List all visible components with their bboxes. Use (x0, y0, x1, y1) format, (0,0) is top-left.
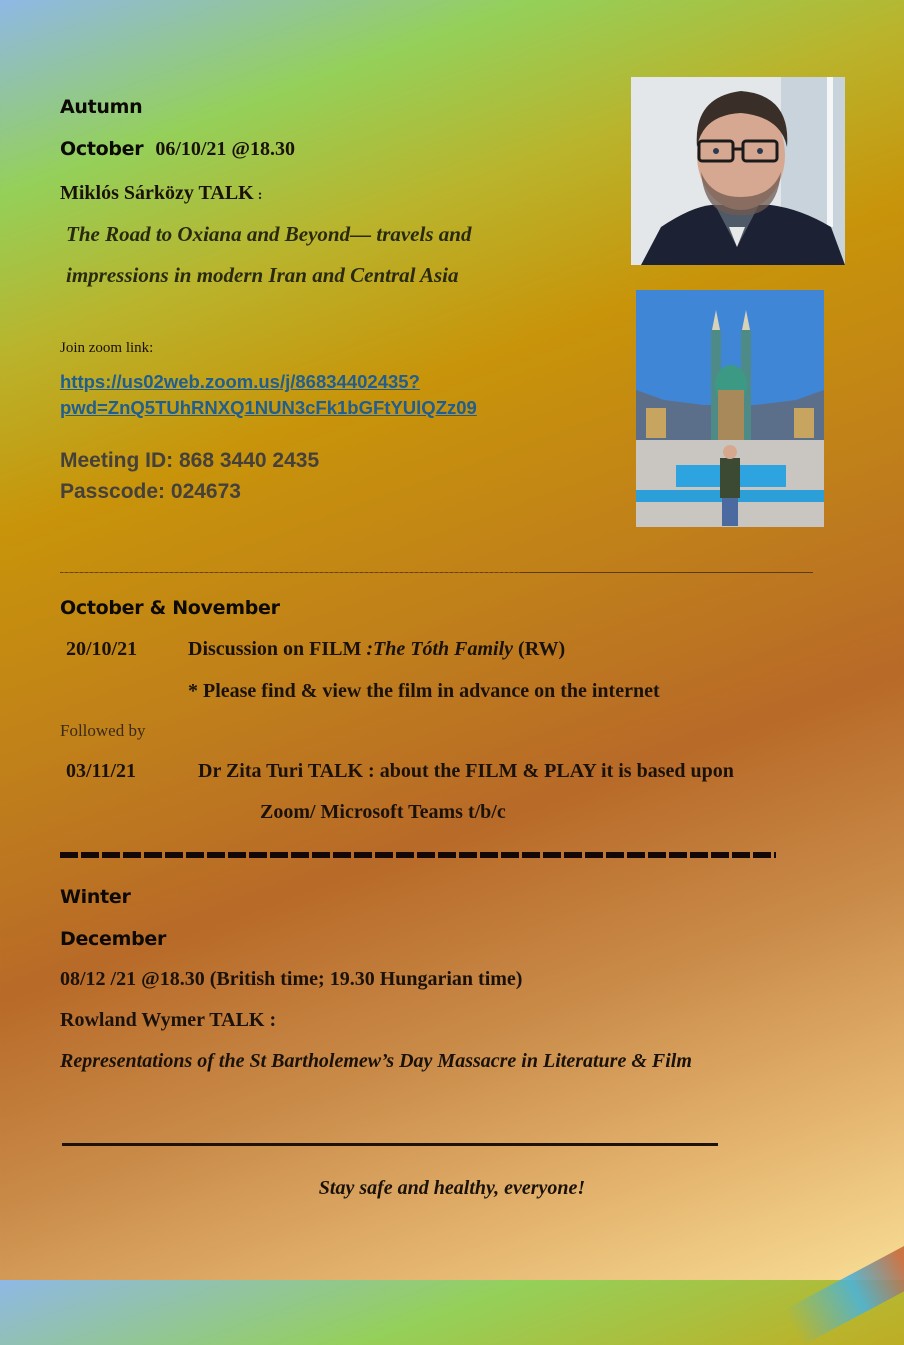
passcode: Passcode: 024673 (60, 480, 241, 503)
event2-description: Dr Zita Turi TALK : about the FILM & PLAY it is based upon (198, 760, 734, 782)
event1-suffix: (RW) (513, 638, 566, 660)
month-heading-october: October (60, 138, 144, 160)
autumn-date-line (60, 138, 295, 161)
section-divider-thick-dashed (60, 852, 776, 858)
season-heading-autumn: Autumn (60, 96, 143, 118)
event1-film-title: :The Tóth Family (366, 638, 514, 660)
decorative-corner-swoosh (784, 1235, 904, 1345)
event2-platform: Zoom/ Microsoft Teams t/b/c (260, 801, 506, 823)
followed-by-label: Followed by (60, 721, 146, 740)
closing-message: Stay safe and healthy, everyone! (318, 1177, 586, 1199)
event1-date: 20/10/21 (66, 638, 138, 660)
autumn-speaker-line (60, 182, 262, 205)
season-heading-winter: Winter (60, 886, 131, 908)
zoom-meeting-link[interactable] (60, 369, 477, 421)
winter-speaker: Rowland Wymer TALK : (60, 1009, 277, 1031)
autumn-datetime: 06/10/21 @18.30 (155, 138, 296, 160)
winter-datetime: 08/12 /21 @18.30 (British time; 19.30 Hungarian time) (60, 968, 523, 990)
autumn-speaker-colon: : (257, 188, 263, 203)
zoom-link-label: Join zoom link: (60, 340, 154, 356)
zoom-link-line2[interactable]: pwd=ZnQ5TUhRNXQ1NUN3cFk1bGFtYUlQZz09 (60, 397, 477, 418)
mosque-travel-photo (636, 290, 824, 527)
event1-note: * Please find & view the film in advance on the internet (188, 680, 660, 702)
zoom-link-line1[interactable]: https://us02web.zoom.us/j/86834402435? (60, 371, 420, 392)
section-divider-thin-dashed (60, 572, 520, 573)
section-divider-solid (62, 1143, 718, 1146)
autumn-speaker: Miklós Sárközy TALK (60, 182, 254, 204)
autumn-talk-title-line1: The Road to Oxiana and Beyond— travels and (66, 222, 472, 246)
event2-date: 03/11/21 (66, 760, 137, 782)
event1-description (188, 638, 565, 661)
month-heading-december: December (60, 928, 167, 950)
mosque-illustration (636, 290, 824, 527)
meeting-details (60, 445, 319, 507)
speaker-portrait-photo (631, 77, 845, 265)
winter-talk-title: Representations of the St Bartholemew’s Day Massacre in Literature & Film (60, 1050, 692, 1072)
meeting-id: Meeting ID: 868 3440 2435 (60, 449, 320, 472)
autumn-talk-title-line2: impressions in modern Iran and Central Asia (66, 263, 459, 287)
month-heading-oct-nov: October & November (60, 597, 280, 619)
portrait-illustration (631, 77, 845, 265)
event1-text: Discussion on FILM (188, 638, 367, 660)
